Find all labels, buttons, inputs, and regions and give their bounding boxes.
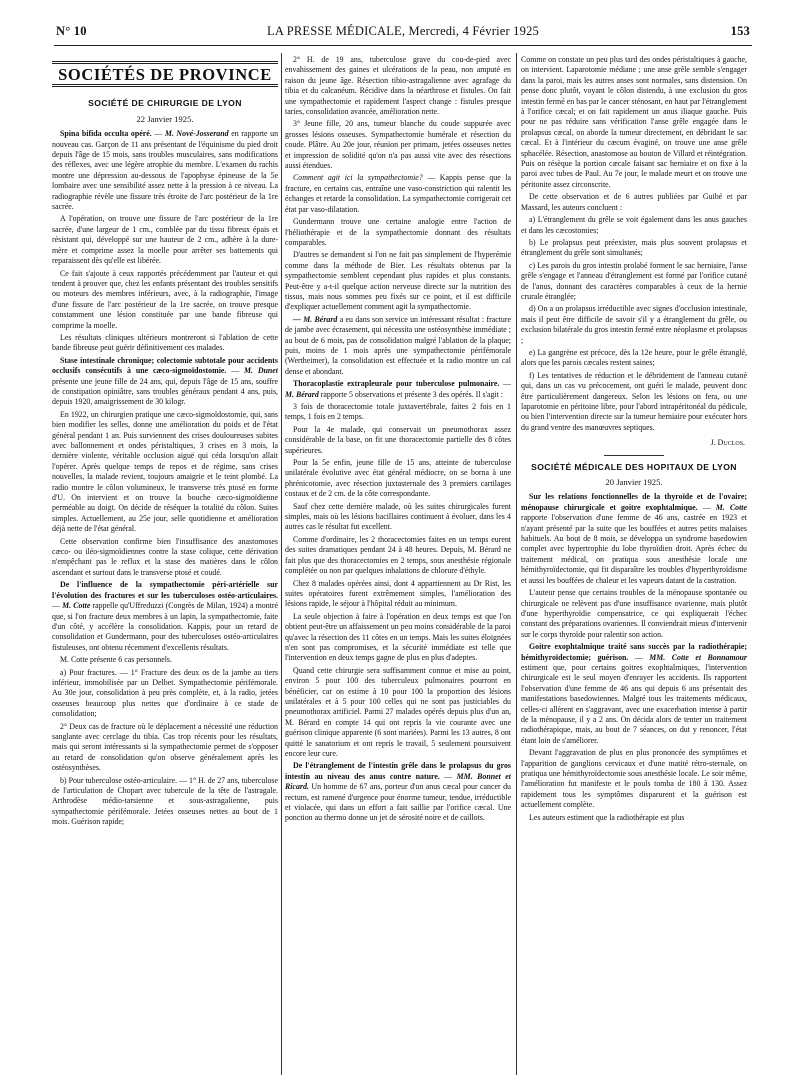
author-name: M. Nové-Josserand [164,129,229,139]
paragraph: Thoracoplastie extrapleurale pour tuberculose pulmonaire. — M. Bérard rapporte 5 observations et présente 3 des opérés. Il s'agit : [285,379,511,399]
paragraph: e) La gangrène est précoce, dès la 12e heure, pour le grêle étranglé, alors que les parois cæcales restent saines; [521,347,747,368]
paragraph: Sauf chez cette dernière malade, où les suites chirurgicales furent simples, mais où les lésions bacillaires continuent à évoluer, dans les 4 autres cas le résultat fut excellent. [285,501,511,532]
paragraph: Comme d'ordinaire, les 2 thoracectomies faites en un temps eurent des suites dramatiques pendant 24 à 48 heures. Depuis, M. Bérard ne fait plus que des thoracectomies en 2 temps, sous anesthésie régionale complétée ou non par quelques inhalations de chlorure d'éthyle. [285,534,511,576]
paragraph: De cette observation et de 6 autres publiées par Guibé et par Massard, les auteurs concluent : [521,192,747,212]
paragraph: Stase intestinale chronique; colectomie subtotale pour accidents occlusifs consécutifs à une cæco-sigmoïdostomie. — M. Dunet présente une jeune fille de 24 ans, qui, depuis l'âge de 15 ans, souffre de constipation opiniâtre, sans troubles généraux pendant 4 ans, puis, depuis 1920, amaigrissement de 30 kilogr. [52,355,278,407]
society-heading: SOCIÉTÉ MÉDICALE DES HOPITAUX DE LYON [531,461,737,472]
paragraph: 2° Deux cas de fracture où le déplacement a nécessité une réduction sanglante avec cerclage du tibia. Cas trop récents pour les résultats, mais qui seront intéressants si la sympathectomie permet de s'opposer au retard de consolidation qu'on observe généralement après les ostéosynthèses. [52,721,278,773]
paragraph: En 1922, un chirurgien pratique une cæco-sigmoïdostomie, qui, sans bien modifier les selles, donne une amélioration du poids et de l'état général pendant 1 an. Puis surviennent des crises douloureuses subites avec ballonnement et ondes péristaltiques, 3 crises en 3 mois, la dernière violente, véritable occlusion aiguë qui céda lorsqu'on allait l'opérer. Après quelque temps de repos et de régime, sans crises nouvelles, la malade revient, toujours amaigrie et le teint plombé. La radio montre le côlon volumineux, le transverse très ptosé en forme d'U. On intervient et on trouve la bouche cæco-sigmoïdienne perméable au doigt. On décide de réséquer la totalité du côlon. Suites simples. Actuellement, au 25e jour, selle quotidienne et amélioration déjà nette de l'état général. [52,409,278,534]
paragraph: Devant l'aggravation de plus en plus prononcée des symptômes et l'apparition de ganglions cervicaux et d'une matité rétro-sternale, on pratiqua une hémithyroïdectomie sous anesthésie locale. Le soir même, l'amélioration fut manifeste et le pouls tomba de 180 à 130. Assez rapidement tous les symptômes disparurent et la guérison est actuellement complète. [521,748,747,810]
author-name: M. Cotte [715,502,747,512]
paragraph: Gundermann trouve une certaine analogie entre l'action de l'héliothérapie et de la sympathectomie donnant des résultats comparables. [285,217,511,247]
communication-title: De l'étranglement de l'intestin grêle dans le prolapsus du gros intestin au niveau des anus contre nature. [285,761,511,781]
column-divider [516,53,517,1075]
section-banner: SOCIÉTÉS DE PROVINCE [52,61,278,87]
section-rule [604,455,664,456]
paragraph: b) Pour tuberculose ostéo-articulaire. — 1° H. de 27 ans, tuberculose de l'articulation de Chopart avec tubercule de la tête de l'astragale. Arthrodèse médio-tarsienne et sous-astragalienne, puis sympathectomie périfémorale. Jetées osseuses nettes au bout de 1 mois. Guérison rapide; [52,775,278,827]
author-name: M. Dunet [243,366,278,376]
session-date: 20 Janvier 1925. [605,477,663,488]
paragraph: A l'opération, on trouve une fissure de l'arc postérieur de la 1re sacrée, d'une largeur de 1 cm., comblée par du tissu fibreux épais et résistant qui, développé sur une hauteur de 2 cm., adhère à la dure-mère et comprime assez la moelle pour arrêter ses battements qui reparaissent dès qu'elle est libérée. [52,214,278,266]
signature: J. Duclos. [710,438,745,448]
page-number: 153 [730,24,750,38]
paragraph: a) Pour fractures. — 1° Fracture des deux os de la jambe au tiers inférieur, immobilisée par un Delbet. Sympathectomie périfémorale. Au 30e jour, consolidation à peu près complète, et, à la radio, jetées osseuses beaucoup plus nettes que d'ordinaire à ce stade de consolidation; [52,667,278,719]
author-name: MM. Bonnet et Ricard. [285,771,511,792]
communication-title: Goitre exophtalmique traité sans succès par la radiothérapie; hémithyroïdectomie; guérison. [521,642,747,662]
communication-title: Stase intestinale chronique; colectomie subtotale pour accidents occlusifs consécutifs à une cæco-sigmoïdostomie. [52,355,278,376]
paragraph: Comment agit ici la sympathectomie? — Kappis pense que la fracture, en certains cas, entraîne une vaso-constriction qui ralentit les échanges et retarde la consolidation. La sympathectomie corrigerait cet état par vaso-dilatation. [285,173,511,214]
author-name: M. Bérard [285,389,319,399]
paragraph: Quand cette chirurgie sera suffisamment connue et mise au point, environ 5 pour 100 des tuberculeux pulmonaires pourront en bénéficier, car on estime à 10 pour 100 la proportion des lésions unilatérales et à 5 pour 100 celles qui ne sont pas justiciables du pneumothorax artificiel. Parmi 27 malades opérés depuis plus d'un an, M. Bérard en compte 14 qui ont repris la vie courante avec une guérison clinique apparente (6 sont mariées). Parmi les 13 autres, 8 ont quitté le sanatorium et ont repris le travail, 5 seulement poursuivent encore leur cure. [285,665,511,758]
paragraph: Comme on constate un peu plus tard des ondes péristaltiques à gauche, on intervient. Laparotomie médiane ; une anse grêle semble s'engager dans la paroi, mais les autres anses sont normales, sans distension. On pense donc plutôt, voyant le côlon distendu, à une exclusion du gros intestin fermé en bas par le cancer sténosant, en haut par l'étranglement à l'orifice cæcal; et on fait rapidement un anus iliaque gauche. Puis pour ne pas réduire sans vérification l'anse grêle engagée dans le prolapsus cæcal, on aborde la tumeur directement, en débridant le sac cæcal. Et à l'intérieur du cæcum évaginé, on trouve une anse grêle sphacélée. Résection, anastomose au bouton de Villard et réintégration. Puis on résèque la portion cæcale faisant sac herniaire et on fixe à la paroi avec tubes de Paul. Au 7e jour, le malade meurt et on trouve une péritonite assez circonscrite. [521,55,747,189]
paragraph: Cette observation confirme bien l'insuffisance des anastomoses cæco- ou iléo-sigmoïdiennes contre la stase colique, cette dérivation n'empêchant pas le reflux et la stase des matières dans le côlon ascendant et surtout dans le transverse ptosé et coudé. [52,536,278,577]
paragraph: 3° Jeune fille, 20 ans, tumeur blanche du coude suppurée avec grosses lésions osseuses. Sympathectomie humérale et résection du coude. Plâtre. Au 20e jour, réunion per primam, jetées osseuses nettes et impression de solidité qu'on n'a pas aussi vite avec des résections aussi étendues. [285,119,511,171]
paragraph: D'autres se demandent si l'on ne fait pas simplement de l'hyperémie comme dans la méthode de Bier. Les résultats obtenus par la sympathectomie semblent cependant plus rapides et plus constants. Peut-être y a-t-il quelque action nerveuse directe sur la nutrition des tissus, mais nous sommes peu fixés sur ce point, et il est difficile d'expliquer actuellement comment agit la sympathectomie. [285,250,511,312]
paragraph: Pour la 5e enfin, jeune fille de 15 ans, atteinte de tuberculose unilatérale évolutive avec état général médiocre, on se borna à une phrénicotomie, avec résection juxtasternale des 3 premiers cartilages costaux et de 2 cm. de la côte correspondante. [285,458,511,499]
paragraph: De l'étranglement de l'intestin grêle dans le prolapsus du gros intestin au niveau des anus contre nature. — MM. Bonnet et Ricard. Un homme de 67 ans, porteur d'un anus cæcal pour cancer du rectum, est ramené d'urgence pour énorme tumeur, tendue, irréductible et violacée, qui dans un effort a fait saillie par l'orifice cæcal. Une ponction au thermo donne un jet de sérosité noire et de caillots. [285,761,511,823]
paragraph: Les résultats cliniques ultérieurs montreront si l'ablation de cette bande fibreuse peut guérir définitivement ces malades. [52,332,278,353]
italic-question: Comment agit ici la sympathectomie? [293,173,423,183]
session-date: 22 Janvier 1925. [136,113,194,124]
paragraph: — M. Bérard a eu dans son service un intéressant résultat : fracture de jambe avec écrasement, qui nécessita une ostéosynthèse immédiate ; au bout de 6 mois, pas de consolidation malgré l'ablation de la plaque; puis, moins de 1 mois après une sympathectomie périfémorale (Wertheimer), la consolidation est effectuée et la radio montre un cal dense et abondant. [285,314,511,376]
journal-title-date: LA PRESSE MÉDICALE, Mercredi, 4 Février 1925 [267,24,539,38]
communication-title: Sur les relations fonctionnelles de la thyroïde et de l'ovaire; ménopause chirurgicale et goitre exophtalmique. [521,492,747,512]
paragraph: Les auteurs estiment que la radiothérapie est plus [529,812,685,822]
issue-number: N° 10 [56,24,87,38]
author-name: MM. Cotte et Bonnamour [649,652,747,662]
communication-title: De l'influence de la sympathectomie péri-artérielle sur l'évolution des fractures et sur les tuberculoses ostéo-articulaires. [52,580,278,600]
paragraph: Pour la 4e malade, qui conservait un pneumothorax assez considérable de la base, on fit une thoracectomie partielle des 8 côtes supérieures. [285,424,511,455]
paragraph: 2° H. de 19 ans, tuberculose grave du cou-de-pied avec envahissement des gaines et ulcérations de la peau, non amputé en raison du jeune âge. Résection tibio-astragalienne avec agrafage du tibia et du calcanéum. Récidive dans la néarthrose et fistules. On fait une sympathectomie et rapidement l'aspect change : fistules presque taries, consolidation avancée, amélioration nette. [285,55,511,117]
paragraph: Chez 8 malades opérées ainsi, dont 4 appartiennent au Dr Rist, les suites opératoires furent extrêmement simples, l'amélioration des lésions rapide, le séjour à l'hôpital réduit au minimum. [285,578,511,609]
paragraph: Sur les relations fonctionnelles de la thyroïde et de l'ovaire; ménopause chirurgicale et goitre exophtalmique. — M. Cotte rapporte l'observation d'une femme de 46 ans, castrée en 1923 et n'ayant présenté par la suite que les bouffées et autres petits malaises habituels. Au bout de 8 mois, se développa un syndrome basedowien complet avec hypertrophie du lobe thyroïdien droit. Après échec du traitement médical, on pratiqua sous anesthésie locale une hémithyroïdectomie, qui fit disparaître les troubles d'hyperthyroïdisme et aussi les bouffées de chaleur et les vapeurs datant de la castration. [521,492,747,585]
paragraph: Ce fait s'ajoute à ceux rapportés précédemment par l'auteur et qui tendent à prouver que, chez les enfants présentant des troubles sensitifs ou moteurs des membres inférieurs, avec, à la radiographie, l'image d'une fissure de l'arc postérieur de la 1re sacrée, on trouve presque constamment une lésion constituée par une bande fibreuse qui comprime la moelle. [52,268,278,330]
paragraph: Goitre exophtalmique traité sans succès par la radiothérapie; hémithyroïdectomie; guérison. — MM. Cotte et Bonnamour estiment que, pour certains goitres exophtalmiques, l'intervention chirurgicale est le seul moyen d'enrayer les accidents. Ils rapportent l'observation d'une femme de 46 ans qui depuis 6 ans présentait des manifestations basedowiennes. Malgré tous les traitements médicaux, celles-ci allèrent en s'aggravant, avec une exacerbation intense à partir de la ménopause, il y a 2 ans. On décida alors de tenter un traitement radiothérapique, mais, au bout de 7 séances, on dut y renoncer, l'état étant loin de s'améliorer. [521,642,747,745]
paragraph: a) L'étranglement du grêle se voit également dans les anus gauches et dans les cæcostomies; [521,215,747,235]
paragraph: La seule objection à faire à l'opération en deux temps est que l'on obtient peut-être un affaissement un peu moins considérable de la paroi qu'avec la résection des 11 côtes en un temps. Mais les suites éloignées n'en sont pas compromises, et la sécurité immédiate est telle que l'intervention en deux temps gagne de plus en plus d'adeptes. [285,611,511,663]
communication-title: Thoracoplastie extrapleurale pour tuberculose pulmonaire. [293,379,500,389]
communication-title: Spina bifida occulta opéré. [60,129,152,139]
column-2 [285,55,511,1077]
column-1 [52,55,278,1077]
society-heading: SOCIÉTÉ DE CHIRURGIE DE LYON [88,98,242,109]
paragraph: c) Les parois du gros intestin prolabé forment le sac herniaire, l'anse grêle s'engage et l'anneau d'étranglement est formé par l'orifice cutané de l'anus, donnant des caractères comparables à ceux de la hernie crurale étranglée; [521,260,747,301]
paragraph: L'auteur pense que certains troubles de la ménopause spontanée ou chirurgicale ne relèvent pas d'une insuffisance ovarienne, mais plutôt d'une hyperthyroïdie compensatrice, ce qui expliquerait l'échec constant des préparations ovariennes. Il conviendrait mieux d'intervenir sur le corps thyroïde pour ralentir son action. [521,588,747,639]
paragraph: De l'influence de la sympathectomie péri-artérielle sur l'évolution des fractures et sur les tuberculoses ostéo-articulaires. — M. Cotte rappelle qu'Uffreduzzi (Congrès de Milan, 1924) a montré que, si l'on fracture deux membres à un lapin, la sympathectomie, faite d'un côté, y accélère la consolidation. Kappis, pour un retard de consolidation et Gundermann, pour des tuberculoses ostéo-articulaires fistuleuses, ont obtenu récemment d'excellents résultats. [52,580,278,652]
paragraph: d) On a un prolapsus irréductible avec signes d'occlusion intestinale, mais il peut être difficile de savoir s'il y a étranglement du grêle, ou exclusion bilatérale du gros intestin fermé entre néoplasme et prolapsus ; [521,304,747,345]
column-3 [521,55,747,1077]
paragraph: 3 fois de thoracectomie totale juxtavertébrale, faites 2 fois en 1 temps, 1 fois en 2 temps. [285,402,511,422]
page-header [56,24,750,44]
paragraph: f) Les tentatives de réduction et le débridement de l'anneau cutané qui, dans un cas vu précocement, ont guéri le malade, peuvent donc être particulièrement dangereux. Selon les lésions on fera, ou une laparotomie en péritoine libre, pour l'abord intrapéritonéal du pédicule, ou bien l'intervention directe sur la tumeur herniaire pour exécuter hors du grand ventre des manœuvres septiques. [521,370,747,432]
header-rule [54,45,752,46]
author-name: M. Cotte [62,601,91,611]
paragraph: Spina bifida occulta opéré. — M. Nové-Josserand en rapporte un nouveau cas. Garçon de 11 ans présentant de l'équinisme du pied droit depuis l'âge de 15 mois, sans troubles musculaires, sans modifications des réflexes, avec une légère atrophie du membre. L'examen du rachis montre une dépression au-dessous de l'apophyse épineuse de la 5e lombaire avec une sensibilité assez nette à la pression à ce niveau. La radiographie révèle une fissure très étroite de l'arc postérieur de la 1re sacrée. [52,129,278,212]
author-name: — M. Bérard [293,314,338,324]
column-divider [281,53,282,1075]
paragraph: b) Le prolapsus peut préexister, mais plus souvent prolapsus et étranglement du grêle sont simultanés; [521,237,747,258]
paragraph: M. Cotte présente 6 cas personnels. [60,655,172,665]
